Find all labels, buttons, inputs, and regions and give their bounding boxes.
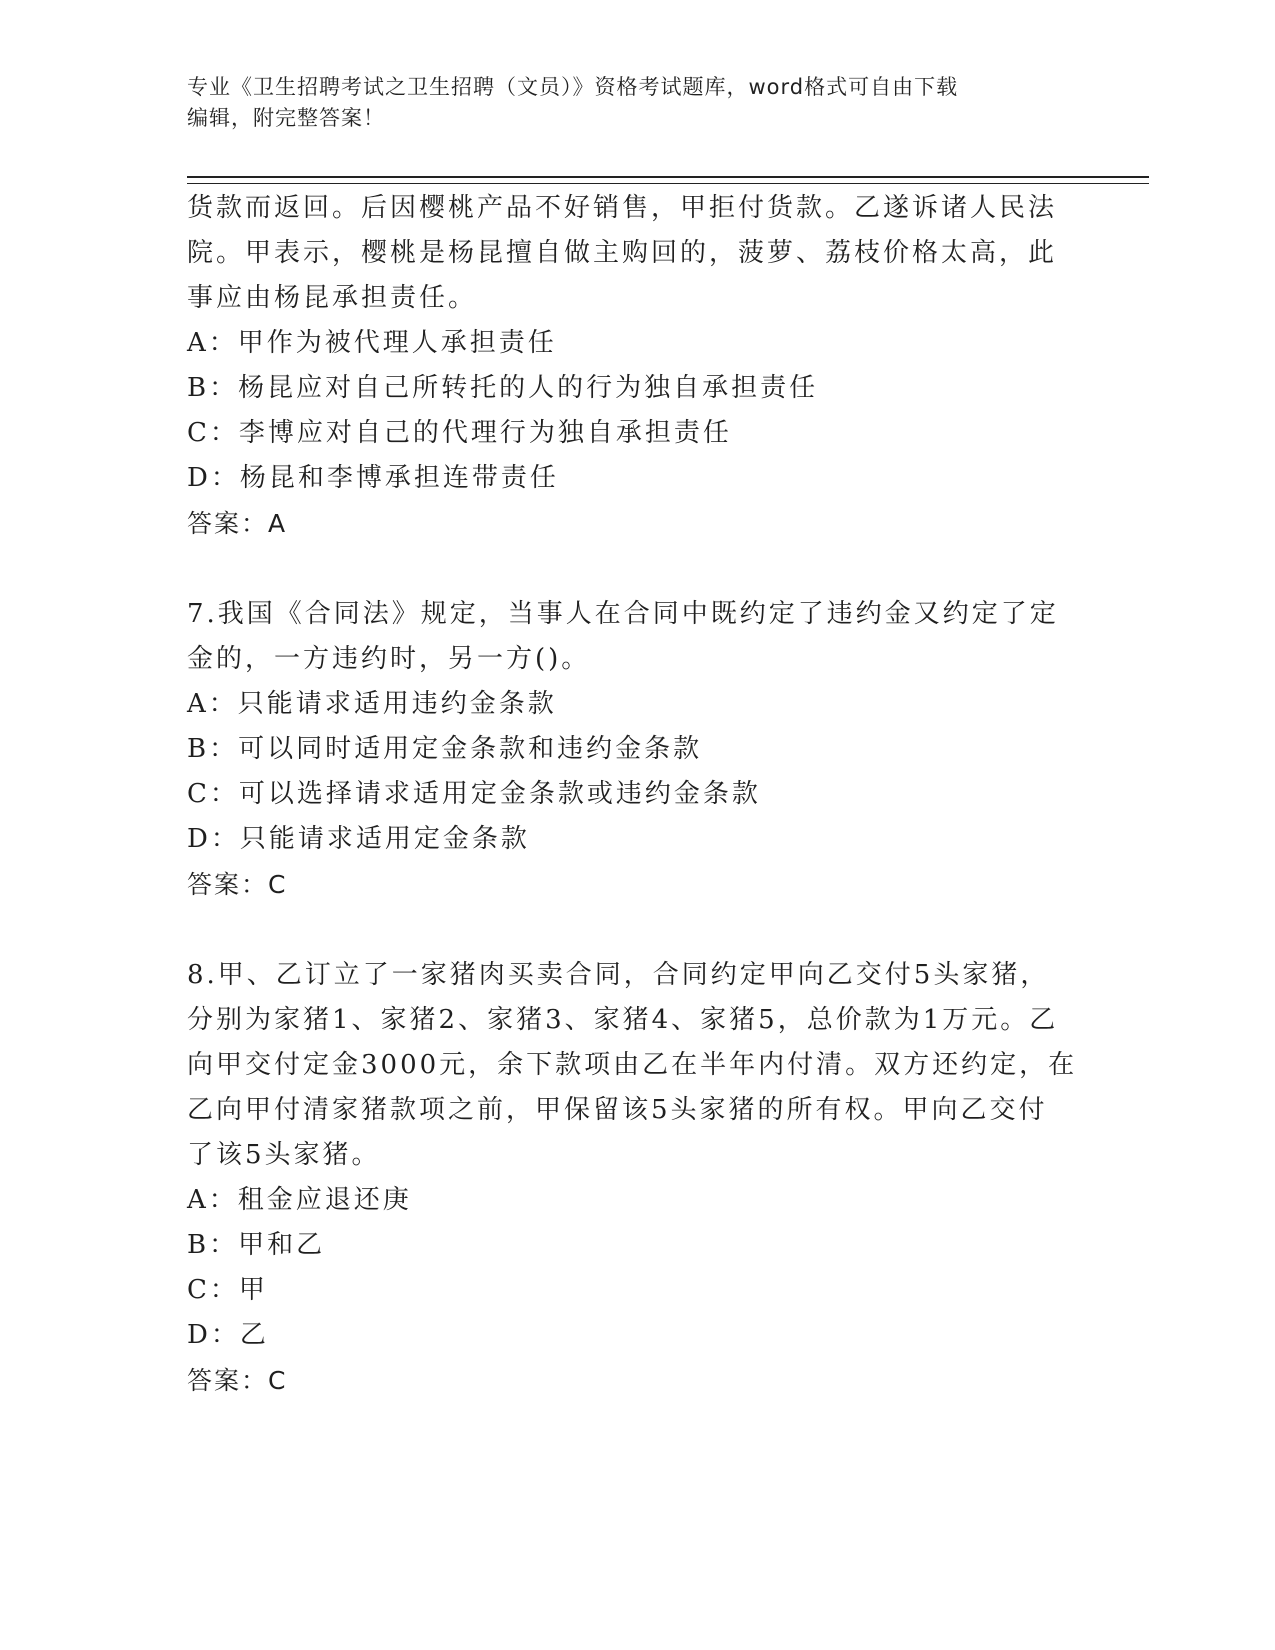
question-text-line: 8.甲、乙订立了一家猪肉买卖合同，合同约定甲向乙交付5头家猪， <box>187 960 1050 990</box>
option-d: D：杨昆和李博承担连带责任 <box>187 463 559 493</box>
answer-line: 答案：C <box>187 870 288 899</box>
question-text-line: 分别为家猪1、家猪2、家猪3、家猪4、家猪5，总价款为1万元。乙 <box>187 1005 1059 1035</box>
question-6-continuation <box>187 186 1087 546</box>
option-c: C：甲 <box>187 1275 268 1305</box>
question-text-line: 乙向甲付清家猪款项之前，甲保留该5头家猪的所有权。甲向乙交付 <box>187 1095 1048 1125</box>
option-a: A：租金应退还庚 <box>187 1185 412 1215</box>
spacer <box>187 546 1087 592</box>
question-text-line: 7.我国《合同法》规定，当事人在合同中既约定了违约金又约定了定 <box>187 599 1059 629</box>
question-7 <box>187 592 1087 907</box>
header-title-line-2: 编辑，附完整答案！ <box>187 106 385 130</box>
option-a: A：甲作为被代理人承担责任 <box>187 328 557 358</box>
spacer <box>187 907 1087 953</box>
document-body <box>187 186 1087 1403</box>
header-title-line-1: 专业《卫生招聘考试之卫生招聘（文员）》资格考试题库，word格式可自由下载 <box>187 75 959 99</box>
question-text-line: 金的，一方违约时，另一方()。 <box>187 644 591 674</box>
header-divider <box>187 176 1149 184</box>
option-a: A：只能请求适用违约金条款 <box>187 689 557 719</box>
page-header <box>187 72 1067 134</box>
question-text-line: 货款而返回。后因樱桃产品不好销售，甲拒付货款。乙遂诉诸人民法 <box>187 193 1058 223</box>
question-text-line: 向甲交付定金3000元，余下款项由乙在半年内付清。双方还约定，在 <box>187 1050 1078 1080</box>
option-b: B：可以同时适用定金条款和违约金条款 <box>187 734 703 764</box>
option-d: D：乙 <box>187 1320 269 1350</box>
option-b: B：甲和乙 <box>187 1230 326 1260</box>
answer-line: 答案：A <box>187 509 288 538</box>
answer-line: 答案：C <box>187 1366 288 1395</box>
question-text-line: 院。甲表示，樱桃是杨昆擅自做主购回的，菠萝、荔枝价格太高，此 <box>187 238 1058 268</box>
option-d: D：只能请求适用定金条款 <box>187 824 530 854</box>
question-text-line: 了该5头家猪。 <box>187 1140 381 1170</box>
option-b: B：杨昆应对自己所转托的人的行为独自承担责任 <box>187 373 819 403</box>
question-8 <box>187 953 1087 1403</box>
option-c: C：李博应对自己的代理行为独自承担责任 <box>187 418 732 448</box>
option-c: C：可以选择请求适用定金条款或违约金条款 <box>187 779 761 809</box>
question-text-line: 事应由杨昆承担责任。 <box>187 283 478 313</box>
